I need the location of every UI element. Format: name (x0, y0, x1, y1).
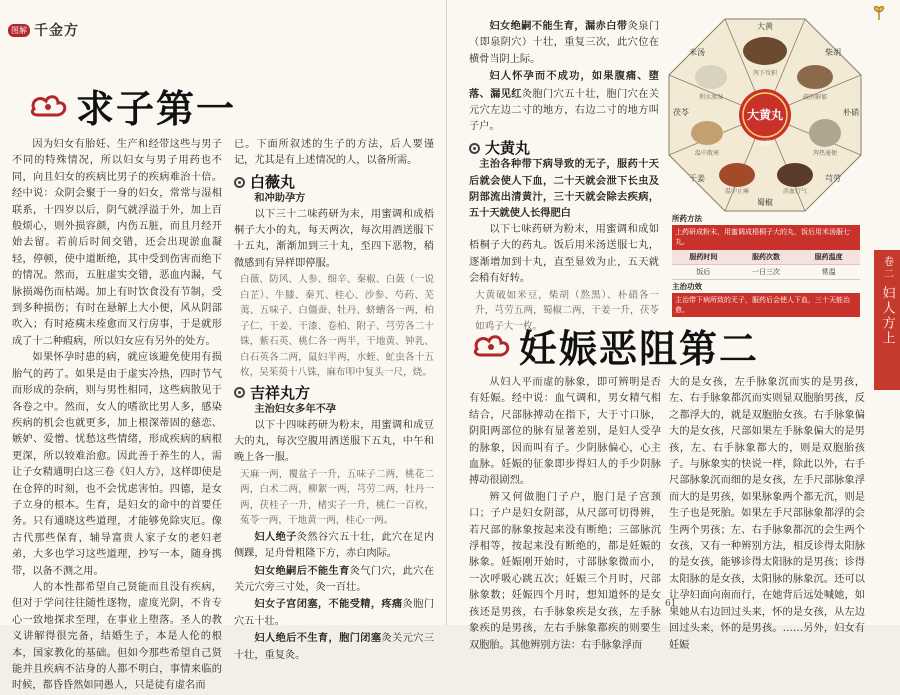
table-cell: 一日三次 (735, 265, 798, 280)
paragraph: 辨又何做胞门子户，胞门是子宫颈口；子户是妇女阴部，从尺部可切得辨，若尺部的脉象按起来没有断绝；三部脉沉浮相等，按起来没有断绝的，都是妊娠的脉象。妊娠刚开始时，寸部脉象微而小，一次呼吸心跳五次；妊娠三个月时，尺部脉象数；妊娠四个月时，想知道怀的是女孩还是男孩，右手脉象疾是女孩，左手脉象疾的是男孩，左右手脉象都疾的则要生双胞胎。其他辨别方法：右手脉象浮而 (469, 491, 661, 651)
text: 灸胞门穴五十壮。 (234, 599, 435, 627)
page-number: 61 (665, 599, 677, 609)
bold-lead: 妇女绝嗣后不能生育 (254, 564, 350, 577)
paragraph: 以下十四味药研为粉末，用蜜调和成豆大的丸，每次空腹用酒送服下五丸，中午和晚上各一服。 (234, 419, 434, 464)
right-column-b (669, 375, 865, 654)
herb-center-label: 大黄丸 (746, 108, 784, 122)
herb-note: 泻下攻积 (752, 70, 778, 77)
paragraph (234, 563, 434, 597)
section-subtitle: 主治各种带下病导致的无子，服药十天后就会使人下血，二十天就会泄下长虫及阴部流出清黄汁，三十天就会除去疾病，五十天就使人长得肥白 (469, 158, 659, 220)
right-column-top (469, 18, 659, 334)
cloud-ornament-icon (471, 331, 513, 361)
text: 灸关元穴三十壮，重复灸。 (234, 633, 435, 661)
bold-lead: 妇人怀孕而不成功，如果腹痛、堕落、漏见红 (469, 70, 659, 100)
herb-label: 大黄 (757, 22, 773, 31)
chapter-heading-1 (28, 78, 236, 133)
herb-note: 泻热通便 (812, 150, 838, 157)
section-heading (234, 174, 434, 190)
herb-label: 芎劳 (825, 174, 841, 183)
section-subtitle: 和冲助孕方 (254, 192, 306, 205)
text: 灸胞门穴五十壮，胞门穴在关元穴左边二寸的地方，右边二寸的地方叫子户。 (469, 88, 660, 133)
herb-label: 柴胡 (825, 48, 841, 57)
herb-label: 干姜 (689, 174, 705, 183)
section-bullet-icon (469, 143, 480, 154)
table-title: 主治功效 (672, 282, 702, 291)
book-header (8, 20, 79, 40)
herb-note: 活血行气 (782, 188, 808, 195)
book-tag: 图解 (8, 24, 30, 37)
chapter-title: 求子第一 (76, 86, 237, 131)
herb-label: 朴硝 (843, 108, 859, 117)
cloud-ornament-icon (28, 91, 70, 121)
paragraph: 已。下面所叙述的生子的方法，后人要谨记，尤其是有上述情况的人，以备所需。 (234, 139, 434, 167)
section-heading (234, 385, 434, 401)
chapter-heading-2 (471, 318, 759, 373)
paragraph: 以下七味药研为粉末，用蜜调和成如梧桐子大的药丸。饭后用米汤送服七丸，逐渐增加到十丸，直至显效为止，五天就会稍有好转。 (469, 223, 659, 285)
herb-label: 茯苓 (673, 108, 689, 117)
paragraph (234, 596, 434, 630)
section-heading (469, 140, 659, 156)
paragraph (469, 18, 659, 68)
herb-note: 送服 (758, 140, 772, 147)
section-bullet-icon (234, 177, 245, 188)
paragraph: 如果怀孕时患的病，就应该避免使用有损胎气的药了。如果是由于虚实冷热，四时节气而形成的杂病，则与男性相同，这些病散见于各卷之中。然而，女人的嗜欲比男人多，感染疾病的机会也就更多，加上根深蒂固的慈恋、嫉妒、爱憎、忧愁这些情绪，形成疾病的病根更深，所以较难治愈。因此善于养生的人，需让子女精通明白这三卷《妇人方》，这样即使是在仓猝的时刻，也不会忧虑害怕。四德，是女子立身的根本。生育，是妇女的命中的首要任务。只有通晓这些道理，才能够免除灾厄。像古代那些保育，辅导富贵人家子女的老妇老弟，大多也学习这些道理，抄写一本，随身携带，以备不测之用。 (12, 352, 222, 577)
table-cell: 饭后 (672, 265, 735, 280)
bold-lead: 妇人绝子 (254, 530, 297, 543)
herb-note: 温中散寒 (694, 150, 720, 157)
section-title: 白薇丸 (250, 172, 296, 191)
table-grid (672, 249, 860, 280)
book-title: 千金方 (34, 23, 79, 39)
left-column-2 (234, 137, 434, 664)
paragraph (234, 529, 434, 563)
paragraph (234, 630, 434, 664)
left-column-1 (12, 137, 222, 695)
paragraph: 人的本性都希望自己贤能而且没有疾病，但对于学问往往随性逐物，虚度光阴，不肯专心一致地探求至理，在事业上堕落。圣人的教义讲解得很完备，结婚生子，本是人伦的根本，国家教化的基础。但如今那些希望自己贤能并且疾病不沾身的人都不明白，事情来临的时候，都昏昏然如同愚人，只是徒有虚名而 (12, 581, 222, 692)
section-title: 吉祥丸方 (250, 383, 311, 402)
text: 灸泉门（即泉阴穴）十壮，重复三次，此穴位在横骨当阴上际。 (469, 21, 660, 65)
section-bullet-icon (234, 387, 245, 398)
table-header: 服药次数 (735, 250, 798, 265)
herb-octagon-diagram (665, 10, 865, 220)
ingredients: 白薇、防风、人参、细辛、秦椒、白蔹（一说白芷）、牛膝、秦艽、桂心、沙参、芍药、芜荑、五味子、白僵蚕、牡丹、蛴螬各一两，柏子仁、干姜、干漆、卷柏、附子、芎劳各二十铢，紫石英、桃仁各一两半，干地黄、钟乳、白石英各二两，鼠妇半两，水蛭、虻虫各十五枚，吴茱萸十八铢，麻布叩中复头一尺，烧。 (240, 274, 434, 379)
ingredients: 天麻一两，覆盆子一升，五味子二两，桃花二两，白术二两，柳絮一两，芎劳二两，牡丹一两，茯桂子一升，楮实子一升，桃仁一百枚，菟苓一两，干地黄一两，桂心一两。 (240, 468, 434, 527)
chapter-title: 妊娠恶阻第二 (519, 326, 760, 371)
table-row: 主治带下病所致的无子，服药后会使人下血，三十天能治愈。 (672, 293, 860, 317)
side-tab-volume: 卷二 (881, 256, 893, 280)
table-cell: 常温 (797, 265, 860, 280)
table-header: 服药时间 (672, 250, 735, 265)
table-row: 上药研成粉末，用蜜调成梧桐子大的丸，饭后用米汤服七丸。 (672, 225, 860, 249)
prescription-table (672, 212, 860, 317)
herb-note: 温中止痛 (724, 188, 750, 195)
section-title: 大黄丸 (485, 138, 531, 157)
right-page (447, 0, 900, 651)
herb-label: 米汤 (689, 48, 705, 57)
text: 灸然谷穴五十壮，此穴在足内侧踝，足舟骨粗隆下方，赤白肉际。 (234, 531, 435, 560)
table-title: 所药方法 (672, 214, 702, 223)
bold-lead: 妇女绝嗣不能生育，漏赤白带 (489, 20, 628, 32)
bold-lead: 妇女子宫闭塞，不能受精，疼痛 (254, 598, 403, 611)
ingredients: 大黄破如米豆，柴胡（熬黑）、朴硝各一升，芎劳五两，蜀椒二两，干姜一升，茯苓如鸡子大一枚。 (475, 289, 659, 332)
paragraph: 因为妇女有胎妊、生产和经带这些与男子不同的特殊情况，所以妇女与男子用药也不同，向且妇女的疾病比男子的疾病难治十倍。经中说：众阴会聚于一身的妇女，常常与湿相联系，十四岁以后，阴气就浮溢于外，加上百般烦心，则外损容颜，内伤五脏，而且月经开始去留。若前后时间交错，还会出现淤血凝轻，停顿，使中道断绝，其中受到伤害而绝下的情况。然而，五脏虚实交错，恶血内漏，气脉损竭伤而枯竭。加上有时饮食没有节制，受到多种损伤；有时在悬解上大小便，风从阴部吹入；有时疮痍未痊愈而又行房事，于是就形成了十二种瘕病，所以妇女应有另外的处方。 (12, 139, 222, 347)
left-page (0, 0, 447, 692)
section-subtitle: 主治妇女多年不孕 (254, 403, 336, 416)
paragraph: 大的是女孩，左手脉象沉而实的是男孩，左、右手脉象都沉而实则显双胞胎男孩，反之都浮大的，就是双胞胎女孩。右手脉象偏大的是女孩，尺部如果左手脉象偏大的是男孩，左、右手脉象都大的，则是双胞胎孩子。与脉象实的快说一样，除此以外，右手尺部脉象沉而细的是女孩，左手尺部脉象浮而大的是男孩，如果脉象两个都无沉，则是生子也是死胎。如果左手尺部脉象都浮的会生两个男孩；左、右手脉象都沉的会生两个女孩，又有一种辨别方法，相反诊得太阳脉的是女孩，能够诊得太阳脉的是男孩；诊得太阳脉的是女孩，太阳脉的脉象沉。还可以让孕妇面向南而行，在她背后远处喊她，如果她从右边回过头来，怀的是女孩，从左边回过头来，怀的是男孩。……另外，妇女有妊娠 (669, 377, 865, 651)
table-header: 服药温度 (797, 250, 860, 265)
herb-note: 疏肝解郁 (802, 94, 828, 101)
herb-note: 利水渗湿 (698, 94, 724, 101)
right-column-a (469, 375, 661, 654)
paragraph: 以下三十二味药研为末，用蜜调和成梧桐子大小的丸，每天两次，每次用酒送服下十五丸，渐渐加到三十丸，至四下恶物，稍微感到有异样即停服。 (234, 208, 434, 269)
side-tab-label: 妇人方上 (879, 286, 895, 346)
text: 灸气门穴，此穴在关元穴旁三寸处，灸一百壮。 (234, 565, 435, 593)
herb-label: 蜀椒 (757, 198, 773, 207)
bold-lead: 妇人绝后不生育，胞门闭塞 (254, 632, 382, 645)
chapter-side-tab[interactable] (874, 250, 900, 390)
flower-ornament-icon (866, 2, 892, 22)
paragraph (469, 68, 659, 136)
paragraph: 从妇人平而虚的脉象，即可辨明是否有妊娠。经中说：血气调和，男女精气相结合，尺部脉搏动在指下，大于寸口脉，阴阳两部位的脉有显著差别，是妇人受孕的脉象，因而叫有子。少阴脉偏心，心主血脉。妊娠的征象即步得妇人的手少阴脉搏动很剧烈。 (469, 377, 661, 487)
